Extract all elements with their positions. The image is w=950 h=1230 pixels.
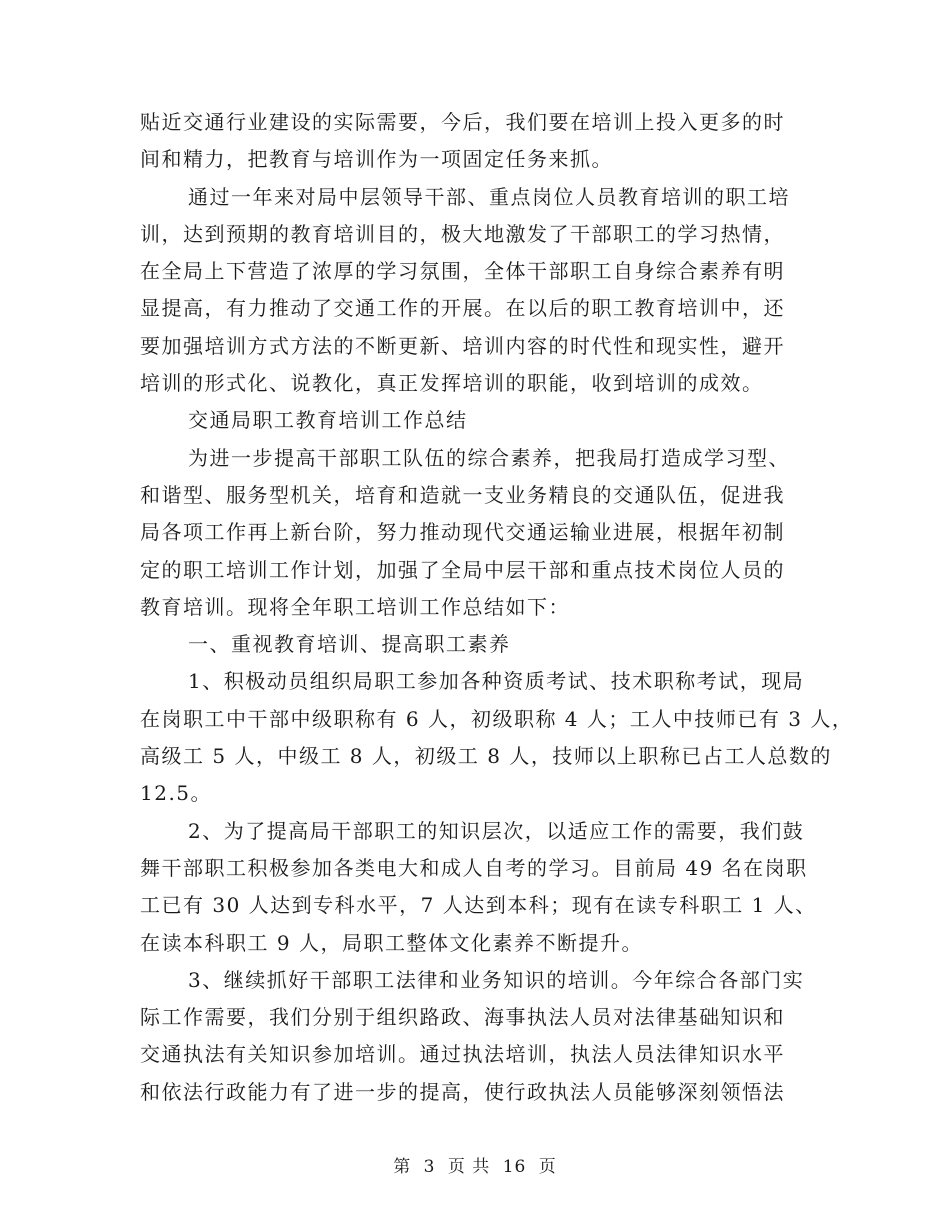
footer-prefix: 第	[393, 1157, 412, 1177]
footer-suffix: 页	[538, 1157, 557, 1177]
text-line: 工已有 30 人达到专科水平，7 人达到本科；现有在读专科职工 1 人、	[140, 893, 817, 918]
text-line: 3、继续抓好干部职工法律和业务知识的培训。今年综合各部门实	[188, 967, 805, 992]
text-line: 训，达到预期的教育培训目的，极大地激发了干部职工的学习热情，	[140, 221, 785, 246]
text-line: 局各项工作再上新台阶，努力推动现代交通运输业进展，根据年初制	[140, 520, 785, 545]
text-line: 间和精力，把教育与培训作为一项固定任务来抓。	[140, 147, 613, 172]
footer-page-number: 3	[423, 1157, 436, 1177]
text-line: 高级工 5 人，中级工 8 人，初级工 8 人，技师以上职称已占工人总数的	[140, 744, 832, 769]
document-body	[140, 104, 854, 1111]
footer-total-pages: 16	[502, 1157, 527, 1177]
text-line: 2、为了提高局干部职工的知识层次，以适应工作的需要，我们鼓	[188, 818, 805, 843]
text-line: 在读本科职工 9 人，局职工整体文化素养不断提升。	[140, 930, 643, 955]
text-line: 交通局职工教育培训工作总结	[188, 408, 468, 433]
text-line: 和依法行政能力有了进一步的提高，使行政执法人员能够深刻领悟法	[140, 1079, 785, 1104]
text-line: 在岗职工中干部中级职称有 6 人，初级职称 4 人；工人中技师已有 3 人，	[140, 706, 854, 731]
footer-middle: 页 共	[447, 1157, 491, 1177]
text-line: 交通执法有关知识参加培训。通过执法培训，执法人员法律知识水平	[140, 1042, 785, 1067]
page-footer	[0, 1152, 950, 1177]
text-line: 为进一步提高干部职工队伍的综合素养，把我局打造成学习型、	[188, 445, 790, 470]
text-line: 显提高，有力推动了交通工作的开展。在以后的职工教育培训中，还	[140, 296, 785, 321]
text-line: 贴近交通行业建设的实际需要，今后，我们要在培训上投入更多的时	[140, 110, 785, 134]
text-line: 培训的形式化、说教化，真正发挥培训的职能，收到培训的成效。	[140, 371, 764, 396]
text-line: 一、重视教育培训、提高职工素养	[188, 632, 511, 657]
text-line: 要加强培训方式方法的不断更新、培训内容的时代性和现实性，避开	[140, 333, 785, 358]
text-line: 和谐型、服务型机关，培育和造就一支业务精良的交通队伍，促进我	[140, 482, 785, 507]
text-line: 际工作需要，我们分别于组织路政、海事执法人员对法律基础知识和	[140, 1005, 785, 1030]
text-line: 舞干部职工积极参加各类电大和成人自考的学习。目前局 49 名在岗职	[140, 855, 808, 880]
text-line: 12.5。	[140, 781, 213, 806]
text-line: 通过一年来对局中层领导干部、重点岗位人员教育培训的职工培	[188, 184, 790, 209]
text-line: 定的职工培训工作计划，加强了全局中层干部和重点技术岗位人员的	[140, 557, 785, 582]
text-line: 1、积极动员组织局职工参加各种资质考试、技术职称考试，现局	[188, 669, 805, 694]
text-line: 在全局上下营造了浓厚的学习氛围，全体干部职工自身综合素养有明	[140, 259, 785, 284]
text-line: 教育培训。现将全年职工培训工作总结如下：	[140, 594, 570, 619]
